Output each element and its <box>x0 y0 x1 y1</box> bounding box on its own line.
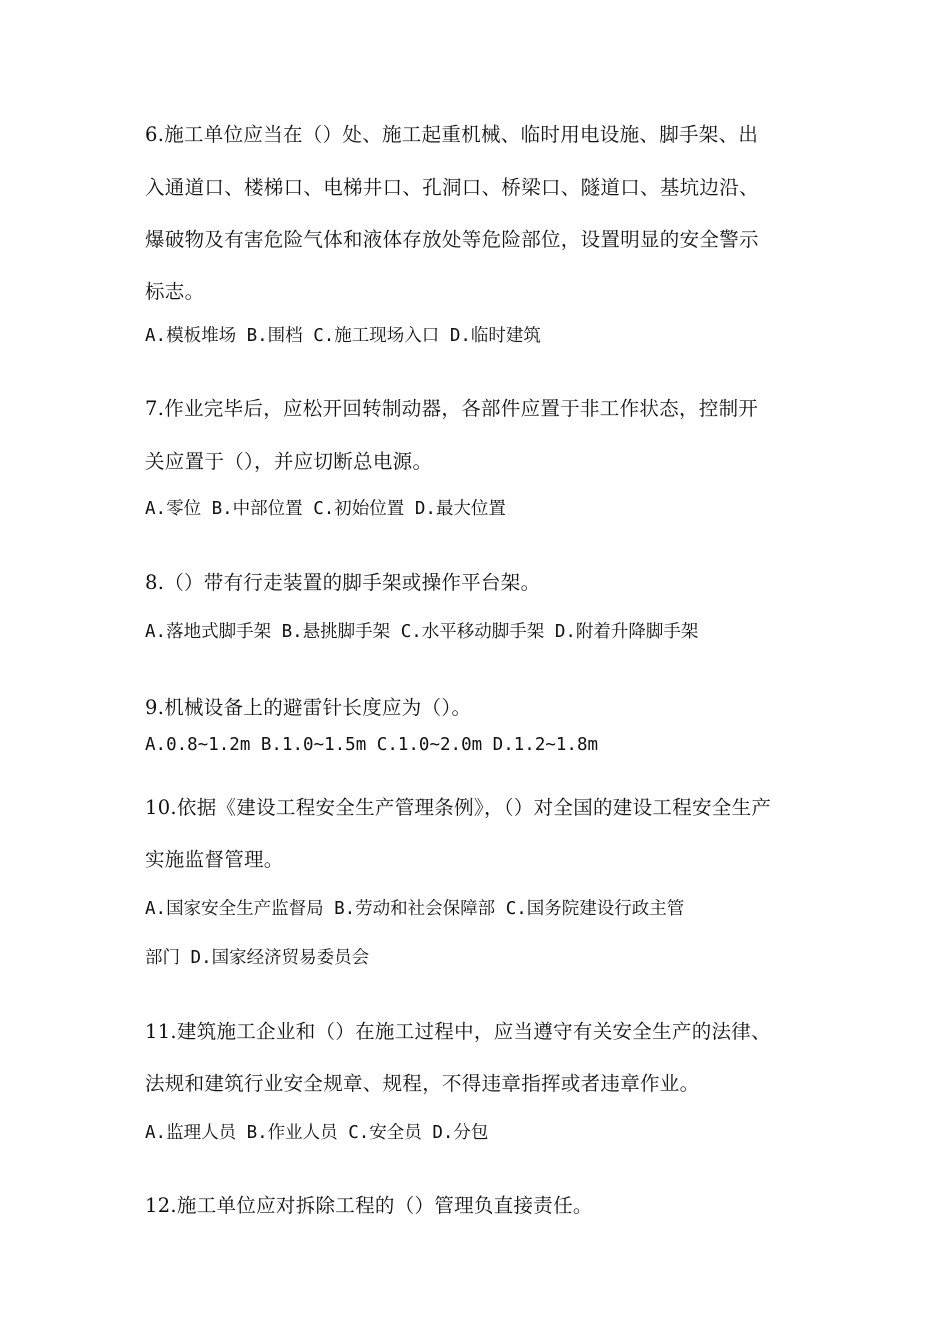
question-6-line-1: 6.施工单位应当在（）处、施工起重机械、临时用电设施、脚手架、出 <box>145 123 759 146</box>
question-6-line-3: 爆破物及有害危险气体和液体存放处等危险部位，设置明显的安全警示 <box>145 228 759 251</box>
question-10-options-1: A.国家安全生产监督局 B.劳动和社会保障部 C.国务院建设行政主管 <box>145 899 685 919</box>
question-10-line-1: 10.依据《建设工程安全生产管理条例》，（）对全国的建设工程安全生产 <box>145 796 772 819</box>
question-6-line-4: 标志。 <box>145 280 205 303</box>
question-10-options-2: 部门 D.国家经济贸易委员会 <box>145 948 370 968</box>
question-12-line-1: 12.施工单位应对拆除工程的（）管理负直接责任。 <box>145 1194 593 1217</box>
question-7-line-1: 7.作业完毕后，应松开回转制动器，各部件应置于非工作状态，控制开 <box>145 397 759 420</box>
question-11-options: A.监理人员 B.作业人员 C.安全员 D.分包 <box>145 1123 489 1143</box>
question-9-line-1: 9.机械设备上的避雷针长度应为（）。 <box>145 696 472 719</box>
question-9-options: A.0.8~1.2m B.1.0~1.5m C.1.0~2.0m D.1.2~1.8m <box>145 735 599 755</box>
question-6-options: A.模板堆场 B.围档 C.施工现场入口 D.临时建筑 <box>145 326 541 346</box>
question-10-line-2: 实施监督管理。 <box>145 848 284 871</box>
question-6-line-2: 入通道口、楼梯口、电梯井口、孔洞口、桥梁口、隧道口、基坑边沿、 <box>145 176 759 199</box>
question-11-line-1: 11.建筑施工企业和（）在施工过程中，应当遵守有关安全生产的法律、 <box>145 1020 771 1043</box>
question-7-line-2: 关应置于（），并应切断总电源。 <box>145 450 433 473</box>
question-11-line-2: 法规和建筑行业安全规章、规程，不得违章指挥或者违章作业。 <box>145 1072 700 1095</box>
question-8-line-1: 8.（）带有行走装置的脚手架或操作平台架。 <box>145 571 541 594</box>
question-7-options: A.零位 B.中部位置 C.初始位置 D.最大位置 <box>145 499 506 519</box>
question-8-options: A.落地式脚手架 B.悬挑脚手架 C.水平移动脚手架 D.附着升降脚手架 <box>145 622 699 642</box>
